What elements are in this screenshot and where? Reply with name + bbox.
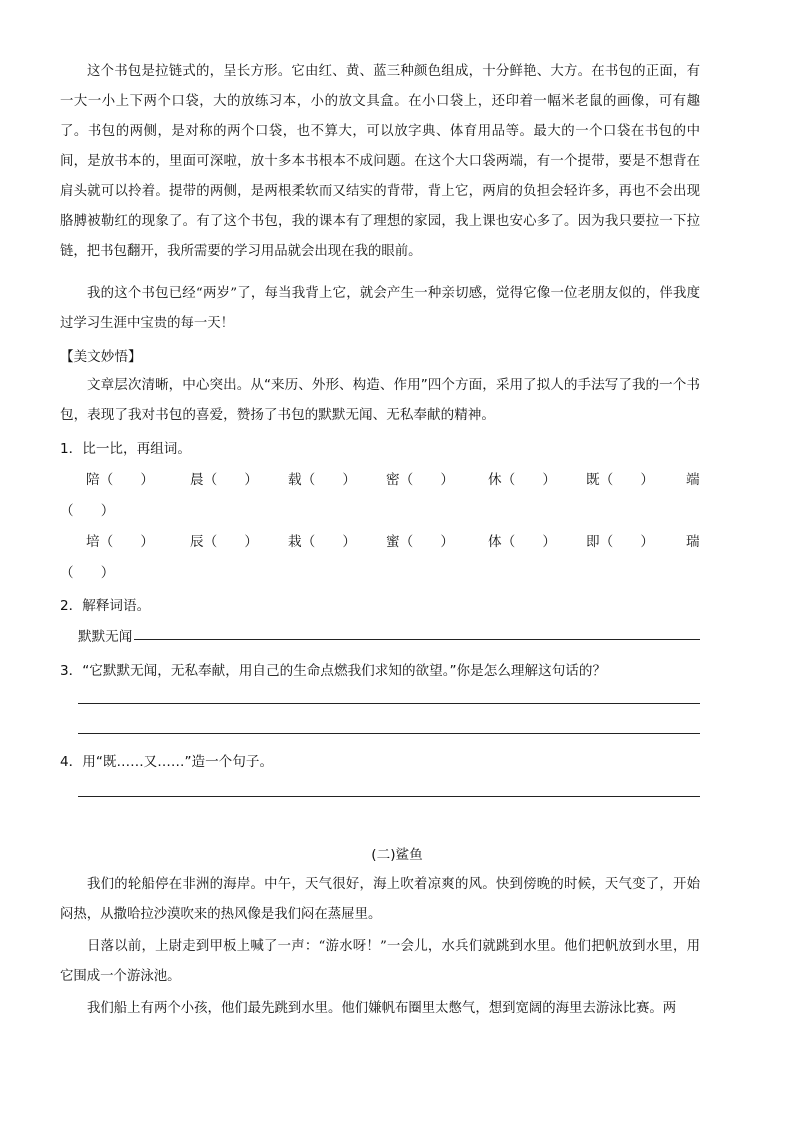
question-1-label: 1．比一比，再组词。 bbox=[60, 441, 191, 457]
word-pair-cell[interactable]: 晨（ ） bbox=[190, 472, 258, 488]
passage2-paragraph-3: 我们船上有两个小孩，他们最先跳到水里。他们嫌帆布圈里太憋气，想到宽阔的海里去游泳比赛。两 bbox=[87, 1001, 677, 1016]
word-pair-cell[interactable]: 蜜（ ） bbox=[386, 534, 454, 550]
word-pair-cell[interactable]: 既（ ） bbox=[586, 472, 654, 488]
question-1-row-2 bbox=[60, 530, 700, 560]
word-pair-cell[interactable]: 培（ ） bbox=[86, 534, 154, 550]
word-pair-cell[interactable]: 载（ ） bbox=[288, 472, 356, 488]
word-pair-cell[interactable]: 即（ ） bbox=[586, 534, 654, 550]
word-pair-cell[interactable]: 休（ ） bbox=[488, 472, 556, 488]
question-3-label: 3．“它默默无闻，无私奉献，用自己的生命点燃我们求知的欲望。”你是怎么理解这句话的？ bbox=[60, 663, 607, 679]
passage2-paragraph-1: 我们的轮船停在非洲的海岸。中午，天气很好，海上吹着凉爽的风。快到傍晚的时候，天气变了，开始闷热，从撒哈拉沙漠吹来的热风像是我们闷在蒸屉里。 bbox=[60, 877, 700, 922]
question-1-row-2-wrap[interactable]: （ ） bbox=[60, 565, 115, 581]
word-pair-cell[interactable]: 陪（ ） bbox=[86, 472, 154, 488]
passage2-title: (二)鲨鱼 bbox=[371, 847, 423, 863]
word-pair-cell[interactable]: 端 bbox=[686, 472, 700, 488]
word-pair-cell[interactable]: 体（ ） bbox=[488, 534, 556, 550]
appreciation-heading: 【美文妙悟】 bbox=[60, 349, 142, 365]
question-3-answer-line-1[interactable] bbox=[78, 703, 700, 704]
question-2-label: 2．解释词语。 bbox=[60, 598, 151, 614]
question-1-row-1 bbox=[60, 468, 700, 498]
word-pair-cell[interactable]: 栽（ ） bbox=[288, 534, 356, 550]
question-4-label: 4．用“既……又……”造一个句子。 bbox=[60, 754, 274, 770]
question-2-answer-line[interactable] bbox=[134, 639, 700, 640]
passage2-paragraph-2: 日落以前，上尉走到甲板上喊了一声：“游水呀！”一会儿，水兵们就跳到水里。他们把帆放到水里，用它围成一个游泳池。 bbox=[60, 939, 700, 984]
question-3-answer-line-2[interactable] bbox=[78, 733, 700, 734]
word-pair-cell[interactable]: 瑞 bbox=[686, 534, 700, 550]
question-2-term: 默默无闻 bbox=[78, 629, 133, 645]
question-1-row-1-wrap[interactable]: （ ） bbox=[60, 503, 115, 519]
passage1-paragraph-1: 这个书包是拉链式的，呈长方形。它由红、黄、蓝三种颜色组成，十分鲜艳、大方。在书包的正面，有一大一小上下两个口袋，大的放练习本，小的放文具盒。在小口袋上，还印着一幅米老鼠的画像，可有趣了。书包的两侧，是对称的两个口袋，也不算大，可以放字典、体育用品等。最大的一个口袋在书包的中间，是放书本的，里面可深啦，放十多本书根本不成问题。在这个大口袋两端，有一个提带，要是不想背在肩头就可以拎着。提带的两侧，是两根柔软而又结实的背带，背上它，两肩的负担会轻许多，再也不会出现胳膊被勒红的现象了。有了这个书包，我的课本有了理想的家园，我上课也安心多了。因为我只要拉一下拉链，把书包翻开，我所需要的学习用品就会出现在我的眼前。 bbox=[60, 64, 700, 259]
passage1-paragraph-2: 我的这个书包已经“两岁”了，每当我背上它，就会产生一种亲切感，觉得它像一位老朋友似的，伴我度过学习生涯中宝贵的每一天！ bbox=[60, 286, 700, 331]
word-pair-cell[interactable]: 辰（ ） bbox=[190, 534, 258, 550]
question-4-answer-line[interactable] bbox=[78, 796, 700, 797]
appreciation-text: 文章层次清晰，中心突出。从“来历、外形、构造、作用”四个方面，采用了拟人的手法写了我的一个书包，表现了我对书包的喜爱，赞扬了书包的默默无闻、无私奉献的精神。 bbox=[60, 377, 700, 423]
word-pair-cell[interactable]: 密（ ） bbox=[386, 472, 454, 488]
